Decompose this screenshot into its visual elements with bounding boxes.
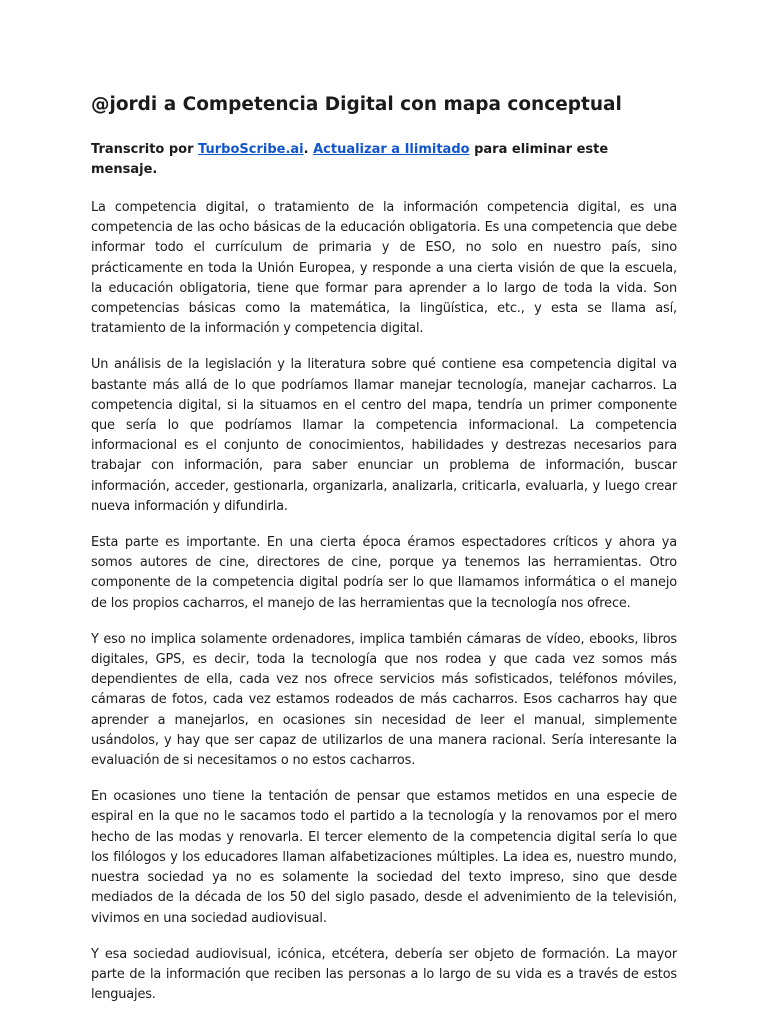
paragraph: La competencia digital, o tratamiento de la información competencia digital, es una competencia de las ocho básicas de la educación obligatoria. Es una competencia que debe informar todo el currículum de primaria y de ESO, no solo en nuestro país, sino prácticamente en toda la Unión Europea, y responde a una cierta visión de que la escuela, la educación obligatoria, tiene que formar para aprender a lo largo de toda la vida. Son competencias básicas como la matemática, la lingüística, etc., y esta se llama así, tratamiento de la información y competencia digital.	[91, 200, 677, 337]
paragraph: Y esa sociedad audiovisual, icónica, etcétera, debería ser objeto de formación. La mayor parte de la información que reciben las personas a lo largo de su vida es a través de estos lenguajes.	[91, 946, 677, 1003]
paragraph: Y eso no implica solamente ordenadores, implica también cámaras de vídeo, ebooks, libros digitales, GPS, es decir, toda la tecnología que nos rodea y que cada vez somos más dependientes de ella, cada vez nos ofrece servicios más sofisticados, teléfonos móviles, cámaras de fotos, cada vez estamos rodeados de más cacharros. Esos cacharros hay que aprender a manejarlos, en ocasiones sin necesidad de leer el manual, simplemente usándolos, y hay que ser capaz de utilizarlos de una manera racional. Sería interesante la evaluación de si necesitamos o no estos cacharros.	[91, 631, 677, 769]
paragraph: Esta parte es importante. En una cierta época éramos espectadores críticos y ahora ya somos autores de cine, directores de cine, porque ya tenemos las herramientas. Otro componente de la competencia digital podría ser lo que llamamos informática o el manejo de los propios cacharros, el manejo de las herramientas que la tecnología nos ofrece.	[91, 535, 677, 611]
paragraph: En ocasiones uno tiene la tentación de pensar que estamos metidos en una especie de espiral en la que no le sacamos todo el partido a la tecnología y la renovamos por el mero hecho de las modas y renovarla. El tercer elemento de la competencia digital sería lo que los filólogos y los educadores llaman alfabetizaciones múltiples. La idea es, nuestro mundo, nuestra sociedad ya no es solamente la sociedad del texto impreso, sino que desde mediados de la década de los 50 del siglo pasado, desde el advenimiento de la televisión, vivimos en una sociedad audiovisual.	[91, 789, 677, 926]
document-title: @jordi a Competencia Digital con mapa conceptual	[91, 94, 622, 115]
notice-separator: .	[303, 142, 314, 157]
turboscribe-link[interactable]: TurboScribe.ai	[198, 142, 304, 157]
upgrade-unlimited-link[interactable]: Actualizar a Ilimitado	[313, 142, 470, 157]
notice-prefix: Transcrito por	[91, 142, 199, 157]
paragraph: Un análisis de la legislación y la literatura sobre qué contiene esa competencia digital va bastante más allá de lo que podríamos llamar manejar tecnología, manejar cacharros. La competencia digital, si la situamos en el centro del mapa, tendría un primer componente que sería lo que podríamos llamar la competencia informacional. La competencia informacional es el conjunto de conocimientos, habilidades y destrezas necesarios para trabajar con información, para saber enunciar un problema de información, buscar información, acceder, gestionarla, organizarla, analizarla, criticarla, evaluarla, y luego crear nueva información y difundirla.	[91, 357, 677, 514]
transcription-notice	[91, 140, 677, 180]
notice-suffix: para eliminar este mensaje.	[91, 142, 609, 177]
